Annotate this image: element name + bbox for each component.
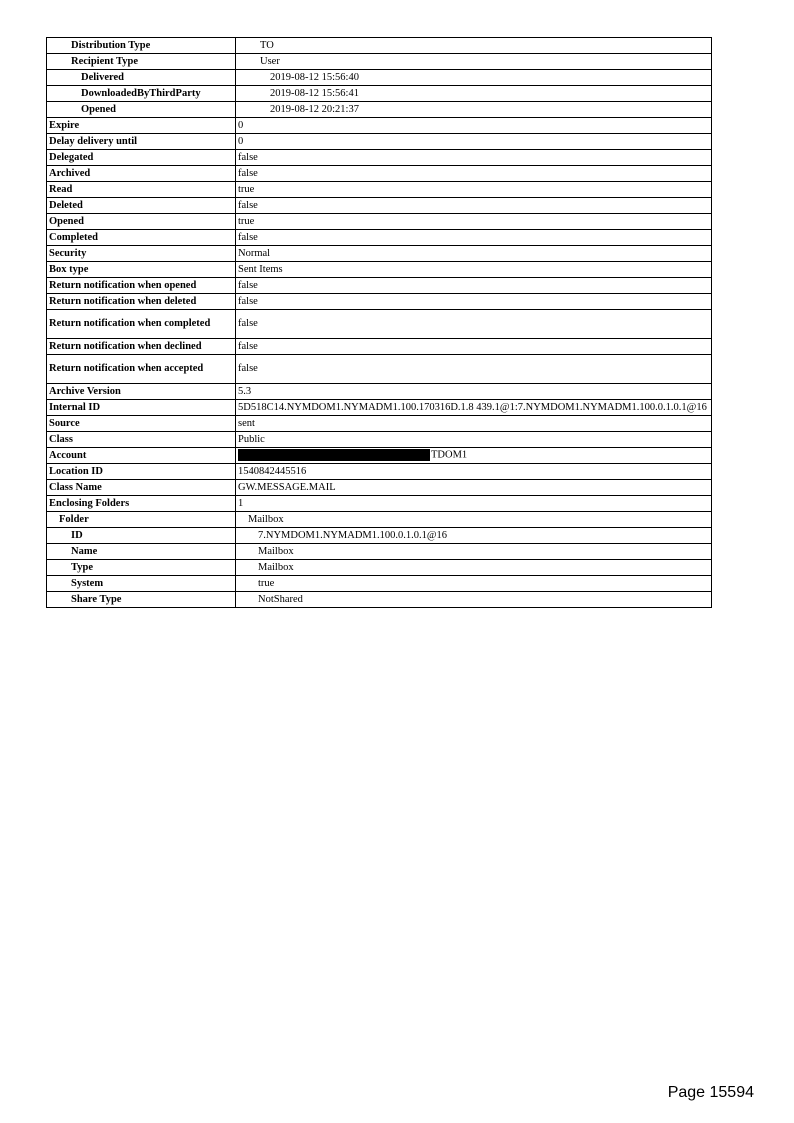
property-value: true bbox=[236, 214, 712, 230]
property-value: 2019-08-12 15:56:41 bbox=[236, 86, 712, 102]
table-row bbox=[47, 86, 712, 102]
property-value: false bbox=[236, 294, 712, 310]
property-key: Source bbox=[47, 416, 236, 432]
table-row bbox=[47, 246, 712, 262]
property-value: 2019-08-12 20:21:37 bbox=[236, 102, 712, 118]
property-key: Folder bbox=[47, 512, 236, 528]
property-key: System bbox=[47, 576, 236, 592]
table-row bbox=[47, 38, 712, 54]
table-row bbox=[47, 294, 712, 310]
property-value: TO bbox=[236, 38, 712, 54]
property-value: 0 bbox=[236, 134, 712, 150]
property-key: Return notification when declined bbox=[47, 339, 236, 355]
property-key: Security bbox=[47, 246, 236, 262]
table-row bbox=[47, 198, 712, 214]
property-value: Mailbox bbox=[236, 560, 712, 576]
property-key: Location ID bbox=[47, 464, 236, 480]
property-value: false bbox=[236, 150, 712, 166]
table-row bbox=[47, 480, 712, 496]
property-value: GW.MESSAGE.MAIL bbox=[236, 480, 712, 496]
table-row bbox=[47, 278, 712, 294]
property-key: Return notification when opened bbox=[47, 278, 236, 294]
property-value: Normal bbox=[236, 246, 712, 262]
properties-table bbox=[46, 37, 712, 608]
table-row bbox=[47, 576, 712, 592]
redaction-bar bbox=[238, 449, 430, 461]
property-key: Archived bbox=[47, 166, 236, 182]
property-value: Public bbox=[236, 432, 712, 448]
property-key: Return notification when deleted bbox=[47, 294, 236, 310]
table-row bbox=[47, 70, 712, 86]
property-key: Box type bbox=[47, 262, 236, 278]
table-row bbox=[47, 310, 712, 339]
table-row bbox=[47, 230, 712, 246]
property-value: 1 bbox=[236, 496, 712, 512]
property-value: NotShared bbox=[236, 592, 712, 608]
property-value: false bbox=[236, 198, 712, 214]
property-value: 1540842445516 bbox=[236, 464, 712, 480]
property-key: Opened bbox=[47, 102, 236, 118]
table-row bbox=[47, 214, 712, 230]
property-key: Account bbox=[47, 448, 236, 464]
property-value: Mailbox bbox=[236, 544, 712, 560]
property-value: false bbox=[236, 339, 712, 355]
property-value: false bbox=[236, 310, 712, 339]
property-value: sent bbox=[236, 416, 712, 432]
property-key: ID bbox=[47, 528, 236, 544]
table-row bbox=[47, 339, 712, 355]
table-row bbox=[47, 400, 712, 416]
property-value: false bbox=[236, 355, 712, 384]
table-row bbox=[47, 384, 712, 400]
table-row bbox=[47, 150, 712, 166]
property-value: 5D518C14.NYMDOM1.NYMADM1.100.170316D.1.8 439.1@1:7.NYMDOM1.NYMADM1.100.0.1.0.1@16 bbox=[236, 400, 712, 416]
property-value: false bbox=[236, 166, 712, 182]
table-row bbox=[47, 464, 712, 480]
table-row bbox=[47, 182, 712, 198]
property-key: Delay delivery until bbox=[47, 134, 236, 150]
property-key: Completed bbox=[47, 230, 236, 246]
property-value: false bbox=[236, 278, 712, 294]
table-row bbox=[47, 355, 712, 384]
property-key: Recipient Type bbox=[47, 54, 236, 70]
table-row bbox=[47, 448, 712, 464]
table-row bbox=[47, 432, 712, 448]
property-value: 7.NYMDOM1.NYMADM1.100.0.1.0.1@16 bbox=[236, 528, 712, 544]
table-row bbox=[47, 560, 712, 576]
property-key: Class bbox=[47, 432, 236, 448]
table-row bbox=[47, 544, 712, 560]
table-row bbox=[47, 528, 712, 544]
property-value bbox=[236, 448, 712, 464]
table-row bbox=[47, 512, 712, 528]
table-row bbox=[47, 118, 712, 134]
property-key: Enclosing Folders bbox=[47, 496, 236, 512]
property-key: Name bbox=[47, 544, 236, 560]
property-key: Expire bbox=[47, 118, 236, 134]
page-number: Page 15594 bbox=[667, 1084, 754, 1101]
property-key: Share Type bbox=[47, 592, 236, 608]
table-row bbox=[47, 102, 712, 118]
property-value-text: TDOM1 bbox=[431, 449, 468, 461]
property-key: Distribution Type bbox=[47, 38, 236, 54]
property-key: Deleted bbox=[47, 198, 236, 214]
property-key: Type bbox=[47, 560, 236, 576]
property-key: Opened bbox=[47, 214, 236, 230]
table-row bbox=[47, 166, 712, 182]
table-row bbox=[47, 134, 712, 150]
property-value: Mailbox bbox=[236, 512, 712, 528]
property-value: 2019-08-12 15:56:40 bbox=[236, 70, 712, 86]
table-row bbox=[47, 54, 712, 70]
table-row bbox=[47, 496, 712, 512]
property-value: true bbox=[236, 576, 712, 592]
property-key: DownloadedByThirdParty bbox=[47, 86, 236, 102]
property-value: Sent Items bbox=[236, 262, 712, 278]
property-key: Delegated bbox=[47, 150, 236, 166]
table-row bbox=[47, 592, 712, 608]
property-key: Class Name bbox=[47, 480, 236, 496]
table-row bbox=[47, 416, 712, 432]
property-key: Return notification when accepted bbox=[47, 355, 236, 384]
properties-table-body bbox=[47, 38, 712, 608]
property-key: Return notification when completed bbox=[47, 310, 236, 339]
property-key: Read bbox=[47, 182, 236, 198]
property-key: Internal ID bbox=[47, 400, 236, 416]
property-value: true bbox=[236, 182, 712, 198]
property-value: User bbox=[236, 54, 712, 70]
property-key: Archive Version bbox=[47, 384, 236, 400]
table-row bbox=[47, 262, 712, 278]
property-value: 0 bbox=[236, 118, 712, 134]
property-value: false bbox=[236, 230, 712, 246]
property-value: 5.3 bbox=[236, 384, 712, 400]
property-key: Delivered bbox=[47, 70, 236, 86]
